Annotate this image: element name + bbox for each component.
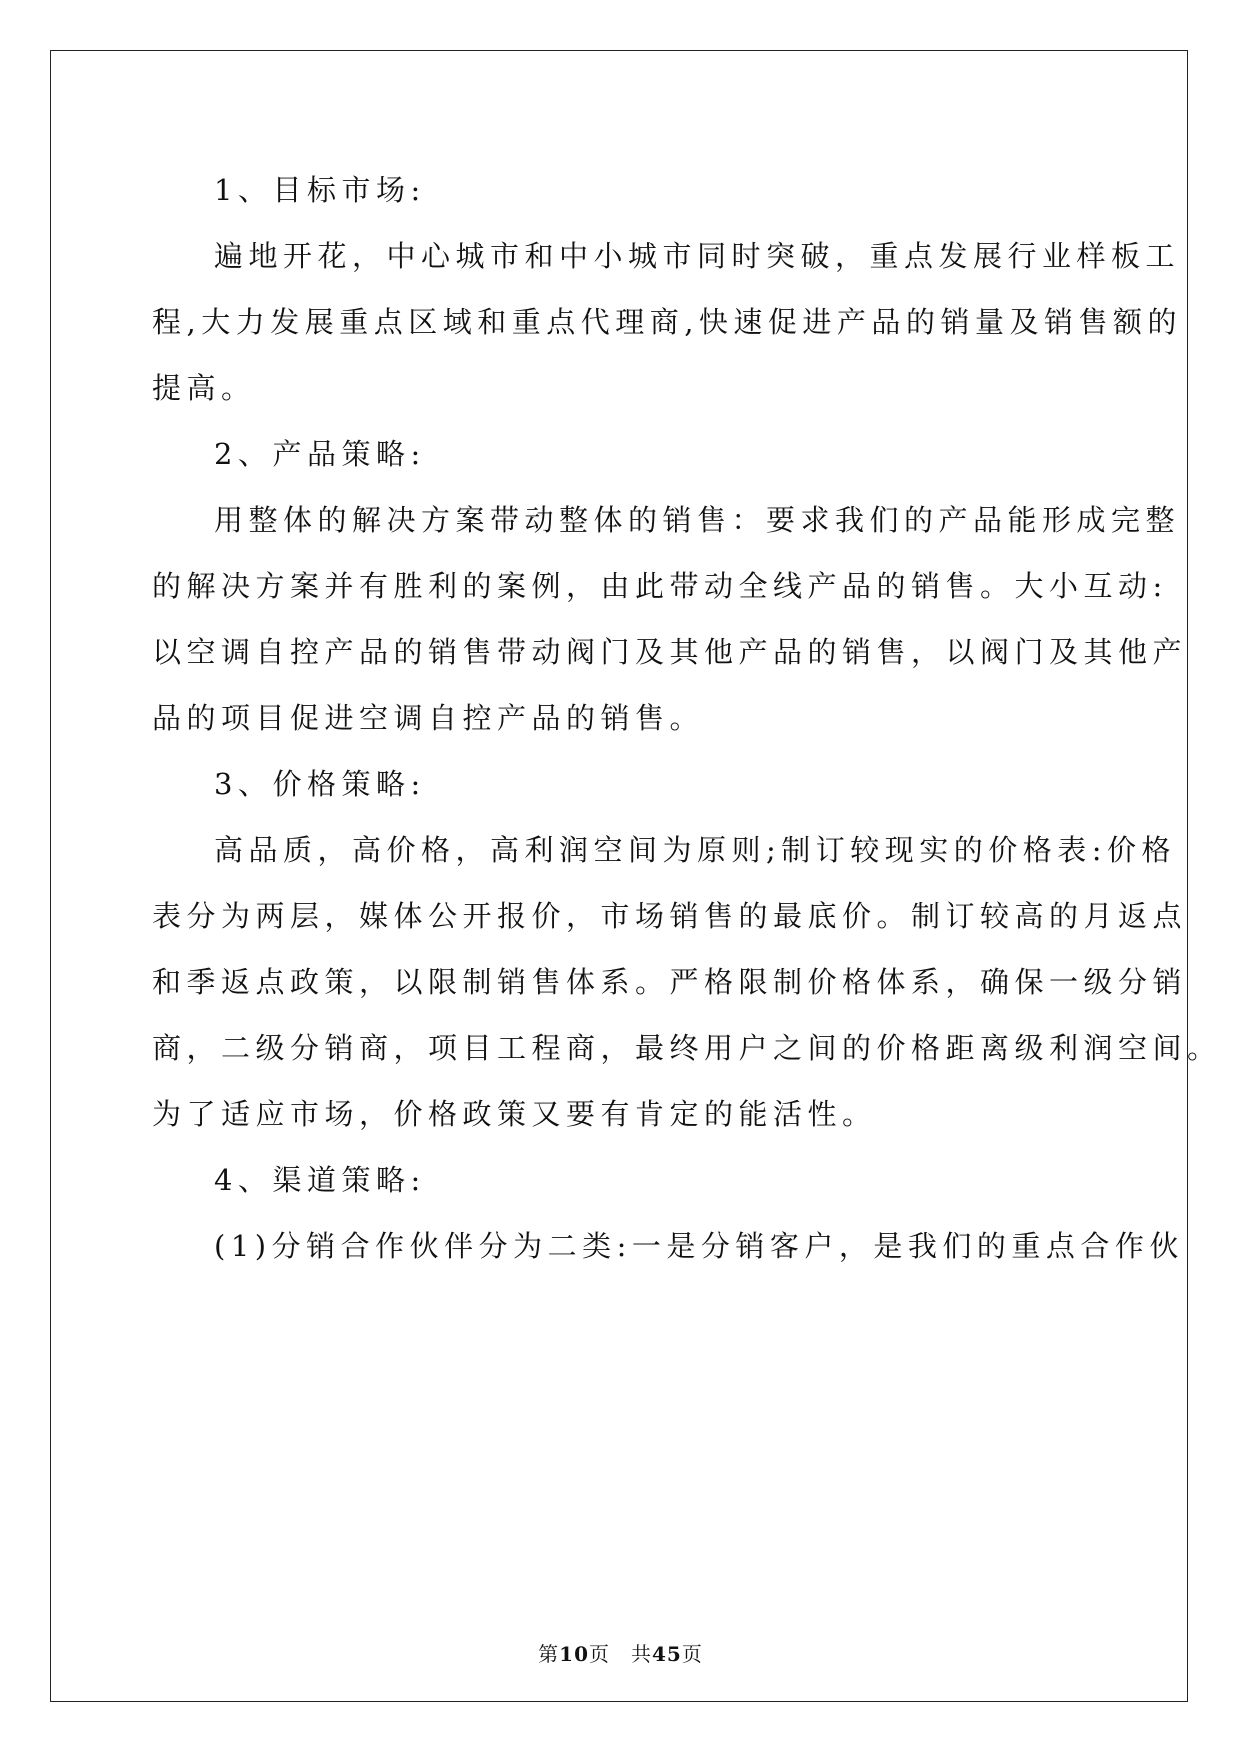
- paragraph-line: 以空调自控产品的销售带动阀门及其他产品的销售，以阀门及其他产: [152, 635, 1188, 669]
- current-page-number: 10: [559, 1642, 589, 1666]
- section-heading-channel-strategy: 4、渠道策略:: [214, 1163, 426, 1197]
- section-heading-price-strategy: 3、价格策略:: [214, 767, 426, 801]
- paragraph-line: 高品质，高价格，高利润空间为原则;制订较现实的价格表:价格: [214, 833, 1177, 867]
- footer-suffix: 页: [681, 1642, 703, 1666]
- page-footer: [0, 1638, 1241, 1667]
- paragraph-line: 程,大力发展重点区域和重点代理商,快速促进产品的销量及销售额的: [152, 305, 1182, 339]
- footer-mid: 页 共: [589, 1642, 652, 1666]
- document-body: [152, 157, 1222, 1279]
- paragraph-line: 的解决方案并有胜利的案例，由此带动全线产品的销售。大小互动:: [152, 569, 1168, 603]
- section-heading-product-strategy: 2、产品策略:: [214, 437, 426, 471]
- paragraph-line: 遍地开花，中心城市和中小城市同时突破，重点发展行业样板工: [214, 239, 1181, 273]
- footer-prefix: 第: [538, 1642, 560, 1666]
- paragraph-line: 表分为两层，媒体公开报价，市场销售的最底价。制订较高的月返点: [152, 899, 1188, 933]
- paragraph-line: 提高。: [152, 371, 256, 405]
- paragraph-line: 和季返点政策，以限制销售体系。严格限制价格体系，确保一级分销: [152, 965, 1188, 999]
- section-heading-target-market: 1、目标市场:: [214, 173, 426, 207]
- paragraph-line: 用整体的解决方案带动整体的销售：要求我们的产品能形成完整: [214, 503, 1181, 537]
- total-page-count: 45: [652, 1642, 682, 1666]
- paragraph-line: (1)分销合作伙伴分为二类:一是分销客户，是我们的重点合作伙: [214, 1229, 1184, 1263]
- paragraph-line: 商，二级分销商，项目工程商，最终用户之间的价格距离级利润空间。: [152, 1031, 1222, 1065]
- paragraph-line: 品的项目促进空调自控产品的销售。: [152, 701, 705, 735]
- paragraph-line: 为了适应市场，价格政策又要有肯定的能活性。: [152, 1097, 877, 1131]
